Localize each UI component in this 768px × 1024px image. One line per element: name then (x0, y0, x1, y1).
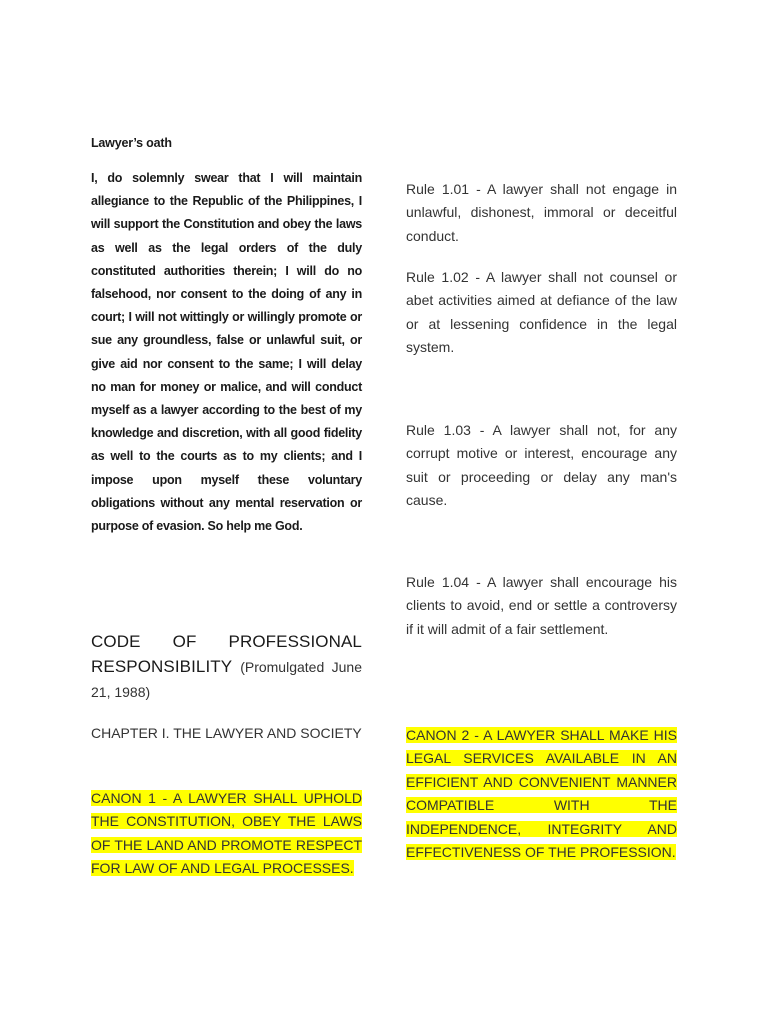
canon-2 (406, 724, 677, 864)
code-title: CODE OF PROFESSIONAL RESPONSIBILITY (91, 632, 362, 676)
rule-1-03: Rule 1.03 - A lawyer shall not, for any corrupt motive or interest, encourage any suit or proceeding or delay any man's cause. (406, 422, 677, 509)
rule-1-01: Rule 1.01 - A lawyer shall not engage in unlawful, dishonest, immoral or deceitful conduct. (406, 181, 677, 244)
oath-body: I, do solemnly swear that I will maintain allegiance to the Republic of the Philippines, I will support the Constitution and obey the laws as well as the legal orders of the duly constituted authorities therein; I will do no falsehood, nor consent to the doing of any in court; I will not wittingly or willingly promote or sue any groundless, false or unlawful suit, or give aid nor consent to the same; I will delay no man for money or malice, and will conduct myself as a lawyer according to the best of my knowledge and discretion, with all good fidelity as well to the courts as to my clients; and I impose upon myself these voluntary obligations without any mental reservation or purpose of evasion. So help me God. (91, 171, 362, 534)
code-heading-block (91, 630, 362, 705)
canon-1 (91, 787, 362, 881)
rule-1-04: Rule 1.04 - A lawyer shall encourage his clients to avoid, end or settle a controversy if it will admit of a fair settlement. (406, 574, 677, 637)
code-subtitle: (Promulgated June 21, 1988) (91, 659, 362, 700)
canon-2-text: CANON 2 - A LAWYER SHALL MAKE HIS LEGAL SERVICES AVAILABLE IN AN EFFICIENT AND CONVENIENT MANNER COMPATIBLE WITH THE INDEPENDENCE, INTEGRITY AND EFFECTIVENESS OF THE PROFESSION. (406, 727, 677, 861)
chapter-heading: CHAPTER I. THE LAWYER AND SOCIETY (91, 725, 362, 741)
canon-1-text: CANON 1 - A LAWYER SHALL UPHOLD THE CONSTITUTION, OBEY THE LAWS OF THE LAND AND PROMOTE RESPECT FOR LAW OF AND LEGAL PROCESSES. (91, 790, 362, 877)
oath-title: Lawyer’s oath (91, 136, 172, 150)
rule-1-02: Rule 1.02 - A lawyer shall not counsel or abet activities aimed at defiance of the law or at lessening confidence in the legal system. (406, 269, 677, 356)
